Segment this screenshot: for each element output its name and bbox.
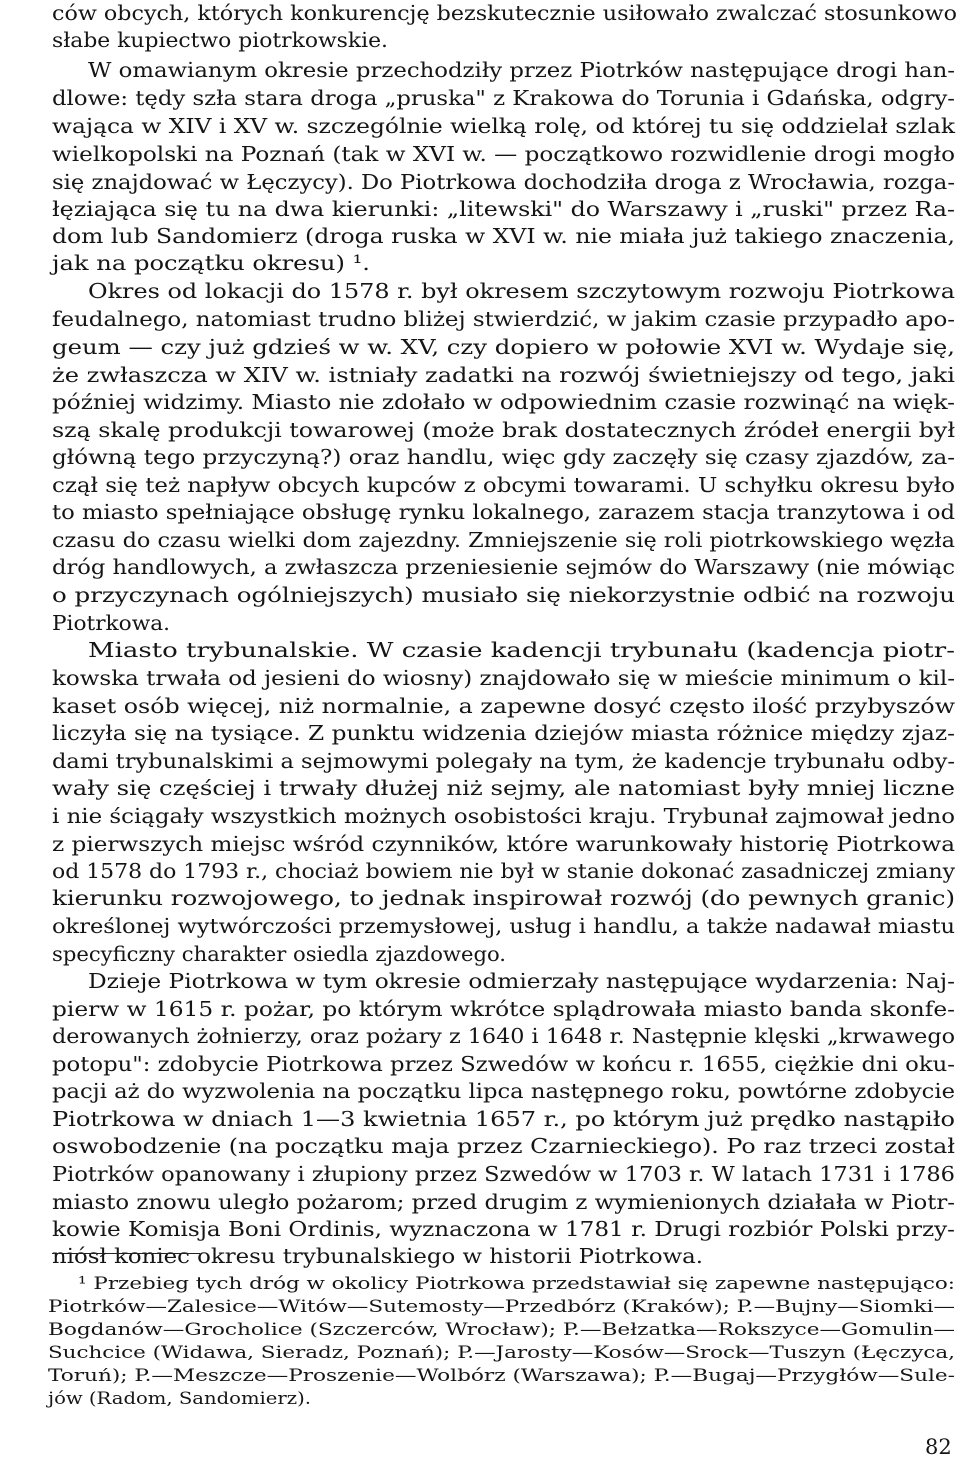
text-line: określonej wytwórczości przemysłowej, usług i handlu, a także nadawał miastu (52, 914, 956, 938)
text-line: W omawianym okresie przechodziły przez Piotrków następujące drogi han- (88, 58, 956, 82)
text-line: wielkopolski na Poznań (tak w XVI w. — początkowo rozwidlenie drogi mogło (52, 142, 955, 166)
text-line: oswobodzenie (na początku maja przez Czarnieckiego). Po raz trzeci został (52, 1134, 955, 1158)
text-line: od 1578 do 1793 r., chociaż bowiem nie był w stanie dokonać zasadniczej zmiany (52, 859, 955, 883)
text-line: niósł koniec okresu trybunalskiego w historii Piotrkowa. (52, 1244, 703, 1268)
page-number: 82 (925, 1435, 952, 1459)
text-line: kowie Komisja Boni Ordinis, wyznaczona w 1781 r. Drugi rozbiór Polski przy- (52, 1217, 955, 1241)
footnote-line: jów (Radom, Sandomierz). (48, 1389, 311, 1409)
text-line: pierw w 1615 r. pożar, po którym wkrótce splądrowała miasto banda skonfe- (52, 997, 955, 1021)
text-line: Okres od lokacji do 1578 r. był okresem szczytowym rozwoju Piotrkowa (88, 279, 955, 303)
text-line: wały się częściej i trwały dłużej niż sejmy, ale natomiast były mniej liczne (52, 776, 955, 800)
text-line: feudalnego, natomiast trudno bliżej stwierdzić, w jakim czasie przypadło apo- (52, 307, 955, 331)
footnote-line: Piotrków—Zalesice—Witów—Sutemosty—Przedbórz (Kraków); P.—Bujny—Siomki— (48, 1297, 955, 1317)
text-line: ców obcych, których konkurencję bezskutecznie usiłowało zwalczać stosunkowo (52, 1, 957, 25)
text-line: kierunku rozwojowego, to jednak inspirował rozwój (do pewnych granic) (52, 886, 955, 910)
text-line: szą skalę produkcji towarowej (może brak dostatecznych źródeł energii był (52, 418, 955, 442)
text-line: czasu do czasu wielki dom zajezdny. Zmniejszenie się roli piotrkowskiego węzła (52, 528, 955, 552)
text-line: dom lub Sandomierz (droga ruska w XVI w. nie miała już takiego znaczenia, (52, 224, 955, 248)
text-line: i nie ściągały wszystkich możnych osobistości kraju. Trybunał zajmował jedno (52, 804, 955, 828)
text-line: specyficzny charakter osiedla zjazdowego. (52, 942, 506, 966)
text-line: pacji aż do wyzwolenia na początku lipca następnego roku, powtórne zdobycie (52, 1079, 955, 1103)
text-line: dami trybunalskimi a sejmowymi polegały na tym, że kadencje trybunału odby- (52, 749, 955, 773)
footnote-line: Toruń); P.—Meszcze—Proszenie—Wolbórz (Warszawa); P.—Bugaj—Przygłów—Sule- (48, 1366, 956, 1386)
text-line: dróg handlowych, a zwłaszcza przeniesienie sejmów do Warszawy (nie mówiąc (52, 555, 955, 579)
text-line: dlowe: tędy szła stara droga „pruska" z Krakowa do Torunia i Gdańska, odgry- (52, 86, 955, 110)
text-line: Miasto trybunalskie. W czasie kadencji trybunału (kadencja piotr- (88, 638, 955, 662)
text-line: łęziająca się tu na dwa kierunki: „litewski" do Warszawy i „ruski" przez Ra- (52, 197, 955, 221)
text-line: liczyła się na tysiące. Z punktu widzenia dziejów miasta różnice między zjaz- (52, 721, 956, 745)
text-line: wająca w XIV i XV w. szczególnie wielką rolę, od której tu się oddzielał szlak (52, 114, 956, 138)
text-line: się znajdować w Łęczycy). Do Piotrkowa dochodziła droga z Wrocławia, rozga- (52, 170, 955, 194)
text-line: derowanych żołnierzy, oraz pożary z 1640 i 1648 r. Następnie klęski „krwawego (52, 1024, 955, 1048)
text-line: Piotrkowa. (52, 611, 170, 635)
text-line: jak na początku okresu) ¹. (52, 251, 370, 275)
text-line: potopu": zdobycie Piotrkowa przez Szwedów w końcu r. 1655, ciężkie dni oku- (52, 1052, 955, 1076)
text-line: Dzieje Piotrkowa w tym okresie odmierzały następujące wydarzenia: Naj- (88, 969, 955, 993)
text-line: że zwłaszcza w XIV w. istniały zadatki na rozwój świetniejszy od tego, jaki (52, 363, 955, 387)
text-line: geum — czy już gdzieś w w. XV, czy dopiero w połowie XVI w. Wydaje się, (52, 335, 955, 359)
text-line: główną tego przyczyną?) oraz handlu, więc gdy zaczęły się czasy zjazdów, za- (52, 445, 955, 469)
text-line: Piotrków opanowany i złupiony przez Szwedów w 1703 r. W latach 1731 i 1786 (52, 1162, 955, 1186)
text-line: o przyczynach ogólniejszych) musiało się niekorzystnie odbić na rozwoju (52, 583, 955, 607)
footnote-line: Bogdanów—Grocholice (Szczerców, Wrocław); P.—Bełzatka—Rokszyce—Gomulin— (48, 1320, 955, 1340)
text-line: miasto znowu uległo pożarom; przed drugim z wymienionych działała w Piotr- (52, 1190, 955, 1214)
footnote-line: Suchcice (Widawa, Sieradz, Poznań); P.—Jarosty—Kosów—Srock—Tuszyn (Łęczyca, (48, 1343, 955, 1363)
text-line: kaset osób więcej, niż normalnie, a zapewne dosyć często ilość przybyszów (52, 694, 955, 718)
footnote-separator (52, 1253, 200, 1254)
text-line: czął się też napływ obcych kupców z obcymi towarami. U schyłku okresu było (52, 473, 955, 497)
footnote-line: ¹ Przebieg tych dróg w okolicy Piotrkowa przedstawiał się zapewne następująco: (78, 1274, 955, 1294)
text-line: słabe kupiectwo piotrkowskie. (52, 28, 388, 52)
text-line: kowska trwała od jesieni do wiosny) znajdowało się w mieście minimum o kil- (52, 666, 955, 690)
text-line: Piotrkowa w dniach 1—3 kwietnia 1657 r., po którym już prędko nastąpiło (52, 1107, 956, 1131)
text-line: z pierwszych miejsc wśród czynników, które warunkowały historię Piotrkowa (52, 832, 955, 856)
text-line: to miasto spełniające obsługę rynku lokalnego, zarazem stacja tranzytowa i od (52, 500, 955, 524)
text-line: później widzimy. Miasto nie zdołało w odpowiednim czasie rozwinąć na więk- (52, 390, 955, 414)
